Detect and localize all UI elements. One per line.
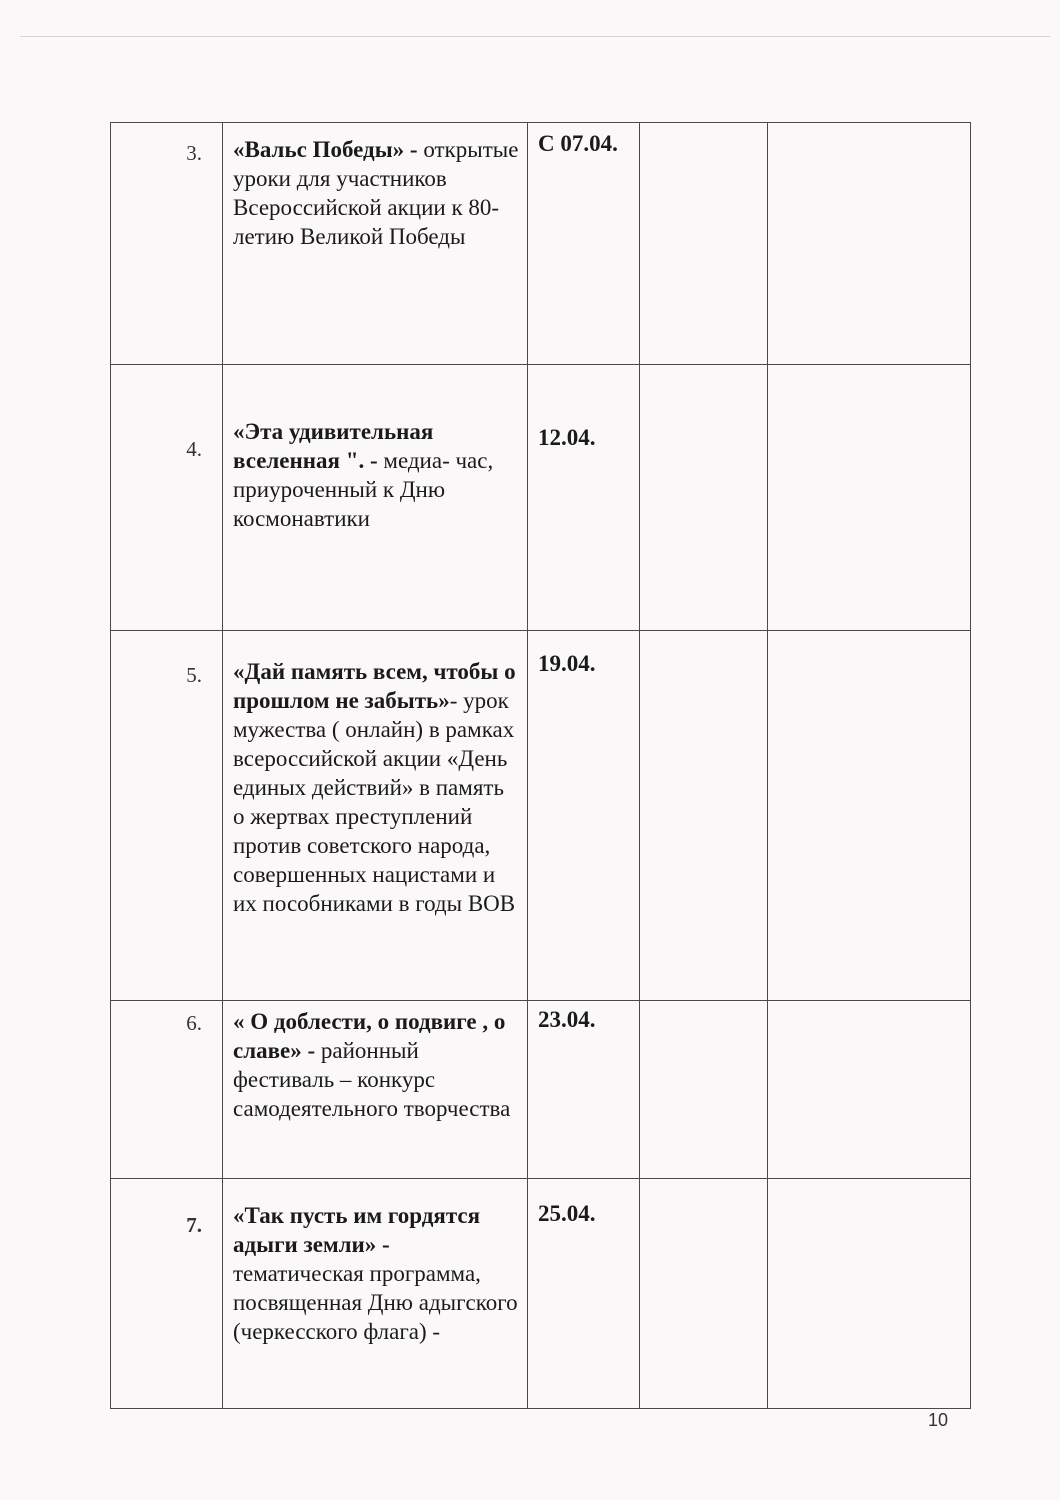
row-number-text: 7. [186, 1213, 202, 1237]
event-description: - урок мужества ( онлайн) в рамках всероссийской акции «День единых действий» в память о жертвах преступлений против советского народа, совершенных нацистами и их пособниками в годы ВОВ [233, 688, 516, 916]
table-row [111, 1179, 971, 1409]
row-number [111, 365, 223, 631]
event-description: тематическая программа, посвященная Дню адыгского (черкесского флага) - [233, 1261, 518, 1344]
table-row [111, 123, 971, 365]
event-date-text: 12.04. [538, 425, 596, 450]
event-title: «Вальс Победы» - [233, 137, 418, 162]
event-description: медиа- час, приуроченный к Дню космонавтики [233, 448, 494, 531]
event-cell [223, 123, 528, 365]
event-date [528, 365, 640, 631]
event-cell [223, 365, 528, 631]
row-number [111, 631, 223, 1001]
event-date [528, 1001, 640, 1179]
row-number [111, 1179, 223, 1409]
table-row [111, 631, 971, 1001]
event-date-text: 25.04. [538, 1201, 596, 1226]
empty-cell [640, 631, 768, 1001]
event-date: С 07.04. [528, 123, 640, 365]
event-description: открытые уроки для участников Всероссийской акции к 80- летию Великой Победы [233, 137, 519, 249]
empty-cell [768, 365, 971, 631]
event-date [528, 1179, 640, 1409]
table-row [111, 1001, 971, 1179]
row-number-text: 6. [186, 1011, 202, 1035]
events-table [110, 122, 971, 1409]
event-date [528, 631, 640, 1001]
row-number: 3. [111, 123, 223, 365]
event-cell [223, 1179, 528, 1409]
table-row [111, 365, 971, 631]
event-cell [223, 631, 528, 1001]
empty-cell [640, 123, 768, 365]
event-date-text: 19.04. [538, 651, 596, 676]
event-title: « О доблести, о подвиге , о славе» - [233, 1009, 506, 1063]
empty-cell [768, 1179, 971, 1409]
empty-cell [640, 1001, 768, 1179]
event-description: районный фестиваль – конкурс самодеятельного творчества [233, 1038, 511, 1121]
event-title: «Дай память всем, чтобы о прошлом не забыть» [233, 659, 516, 713]
empty-cell [768, 631, 971, 1001]
page-number: 10 [928, 1410, 949, 1430]
event-title: «Эта удивительная вселенная ". - [233, 419, 434, 473]
event-cell [223, 1001, 528, 1179]
event-title: «Так пусть им гордятся адыги земли» - [233, 1203, 481, 1257]
empty-cell [768, 1001, 971, 1179]
event-date-text: 23.04. [538, 1007, 596, 1032]
empty-cell [640, 1179, 768, 1409]
row-number-text: 4. [186, 437, 202, 461]
page-top-rule [20, 36, 1050, 37]
row-number-text: 5. [186, 663, 202, 687]
empty-cell [640, 365, 768, 631]
row-number [111, 1001, 223, 1179]
empty-cell [768, 123, 971, 365]
